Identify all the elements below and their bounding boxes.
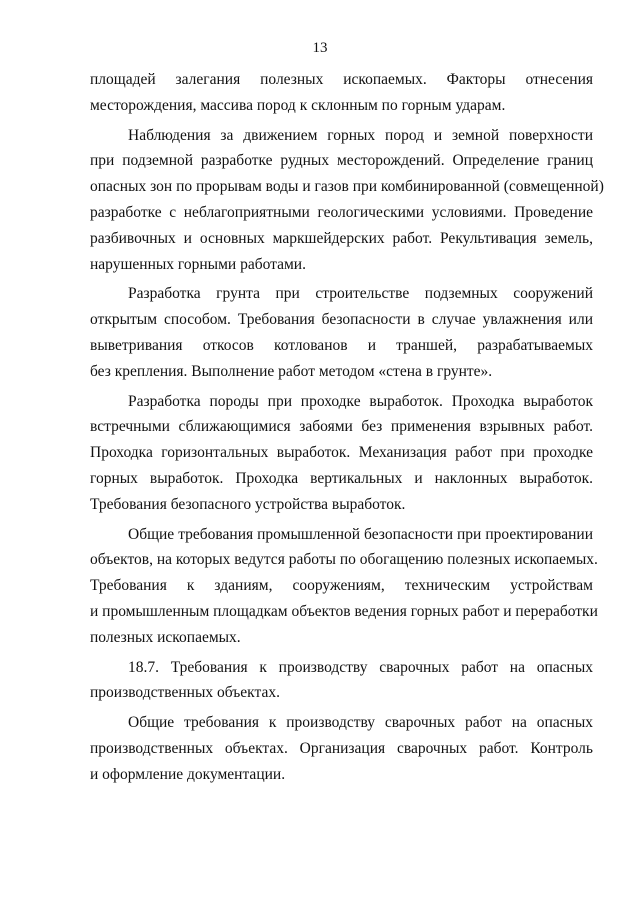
section-heading (90, 655, 593, 707)
paragraph (90, 710, 593, 787)
text-line: при подземной разработке рудных месторождений. Определение границ (90, 152, 593, 170)
text-line: горных выработок. Проходка вертикальных и наклонных выработок. (90, 469, 593, 487)
text-line: встречными сближающимися забоями без применения взрывных работ. (90, 418, 593, 436)
text-line: Общие требования промышленной безопасности при проектировании (128, 525, 593, 543)
text-line: опасных зон по прорывам воды и газов при комбинированной (совмещенной) (90, 178, 604, 196)
paragraph (90, 389, 593, 518)
text-line: Требования к зданиям, сооружениям, техническим устройствам (90, 577, 593, 595)
text-line: и промышленным площадкам объектов ведения горных работ и переработки (90, 602, 598, 620)
document-body (90, 67, 604, 792)
text-line: полезных ископаемых. (90, 628, 241, 646)
text-line: выветривания откосов котлованов и траншей, разрабатываемых (90, 336, 593, 354)
text-line: Общие требования к производству сварочных работ на опасных (128, 714, 593, 732)
text-line: Требования безопасного устройства выработок. (90, 495, 406, 513)
text-line: открытым способом. Требования безопасности в случае увлажнения или (90, 311, 593, 329)
text-line: 18.7. Требования к производству сварочных работ на опасных (128, 658, 593, 676)
text-line: месторождения, массива пород к склонным по горным ударам. (90, 96, 506, 114)
paragraph (90, 522, 598, 651)
paragraph (90, 281, 593, 384)
text-line: без крепления. Выполнение работ методом «стена в грунте». (90, 362, 493, 380)
paragraph (90, 67, 593, 119)
text-line: производственных объектах. (90, 684, 280, 702)
text-line: разработке с неблагоприятными геологическими условиями. Проведение (90, 203, 593, 221)
text-line: Проходка горизонтальных выработок. Механизация работ при проходке (90, 444, 593, 462)
text-line: площадей залегания полезных ископаемых. Факторы отнесения (90, 71, 593, 88)
text-line: разбивочных и основных маркшейдерских работ. Рекультивация земель, (90, 229, 593, 247)
paragraph (90, 123, 604, 278)
text-line: Наблюдения за движением горных пород и земной поверхности (128, 126, 593, 144)
text-line: и оформление документации. (90, 765, 286, 783)
text-line: нарушенных горными работами. (90, 255, 306, 273)
page-number: 13 (312, 40, 328, 56)
text-line: производственных объектах. Организация сварочных работ. Контроль (90, 739, 593, 757)
text-line: Разработка грунта при строительстве подземных сооружений (128, 285, 593, 303)
text-line: объектов, на которых ведутся работы по обогащению полезных ископаемых. (90, 551, 598, 569)
text-line: Разработка породы при проходке выработок. Проходка выработок (128, 392, 593, 410)
